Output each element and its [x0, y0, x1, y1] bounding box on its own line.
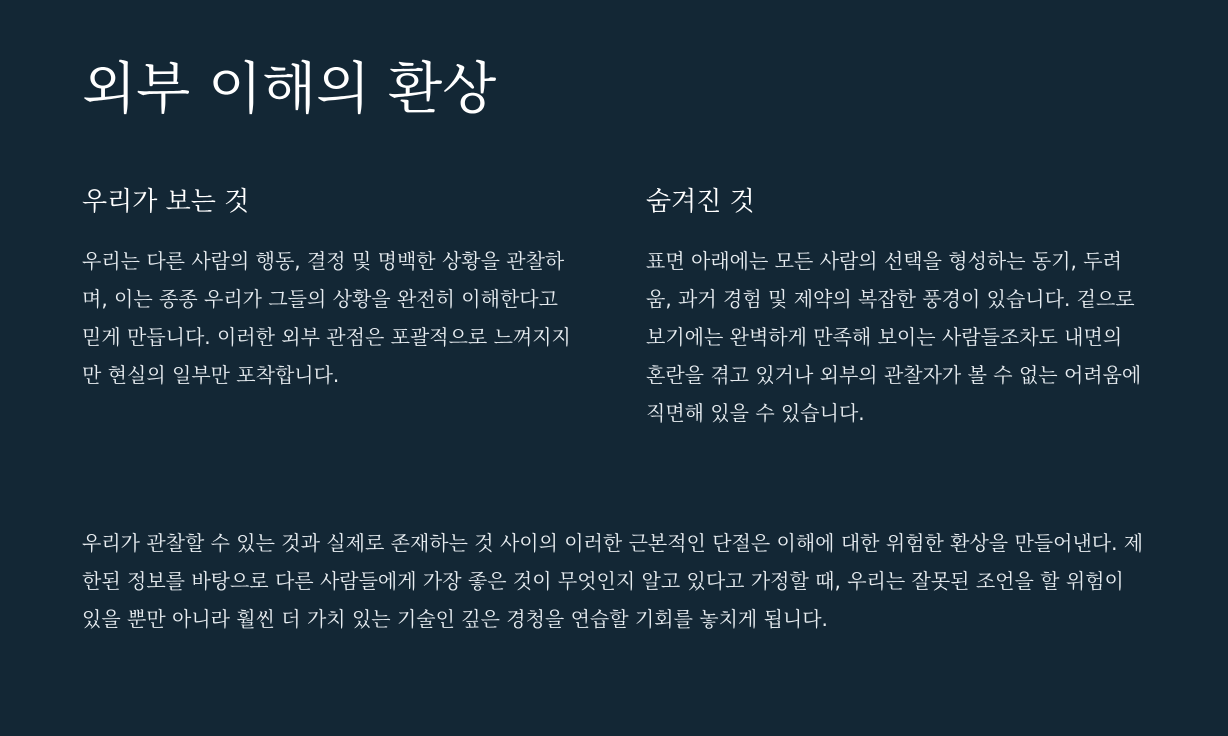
right-column-body: 표면 아래에는 모든 사람의 선택을 형성하는 동기, 두려움, 과거 경험 및 제약의 복잡한 풍경이 있습니다. 겉으로 보기에는 완벽하게 만족해 보이는 사람들조차도 내면의 혼란을 겪고 있거나 외부의 관찰자가 볼 수 없는 어려움에 직면해 있을 수 있습니다.	[646, 249, 1142, 426]
conclusion-paragraph: 우리가 관찰할 수 있는 것과 실제로 존재하는 것 사이의 이러한 근본적인 단절은 이해에 대한 위험한 환상을 만들어낸다. 제한된 정보를 바탕으로 다른 사람들에게 가장 좋은 것이 무엇인지 알고 있다고 가정할 때, 우리는 잘못된 조언을 할 위험이 있을 뿐만 아니라 훨씬 더 가치 있는 기술인 깊은 경청을 연습할 기회를 놓치게 됩니다.	[82, 531, 1144, 631]
left-column-body: 우리는 다른 사람의 행동, 결정 및 명백한 상황을 관찰하며, 이는 종종 우리가 그들의 상황을 완전히 이해한다고 믿게 만듭니다. 이러한 외부 관점은 포괄적으로 느껴지지만 현실의 일부만 포착합니다.	[82, 249, 571, 388]
left-column	[82, 184, 582, 432]
left-column-heading: 우리가 보는 것	[82, 187, 250, 217]
right-column-heading: 숨겨진 것	[646, 187, 755, 217]
slide-title: 외부 이해의 환상	[82, 57, 497, 122]
right-column	[646, 184, 1146, 432]
two-column-section	[82, 184, 1146, 432]
